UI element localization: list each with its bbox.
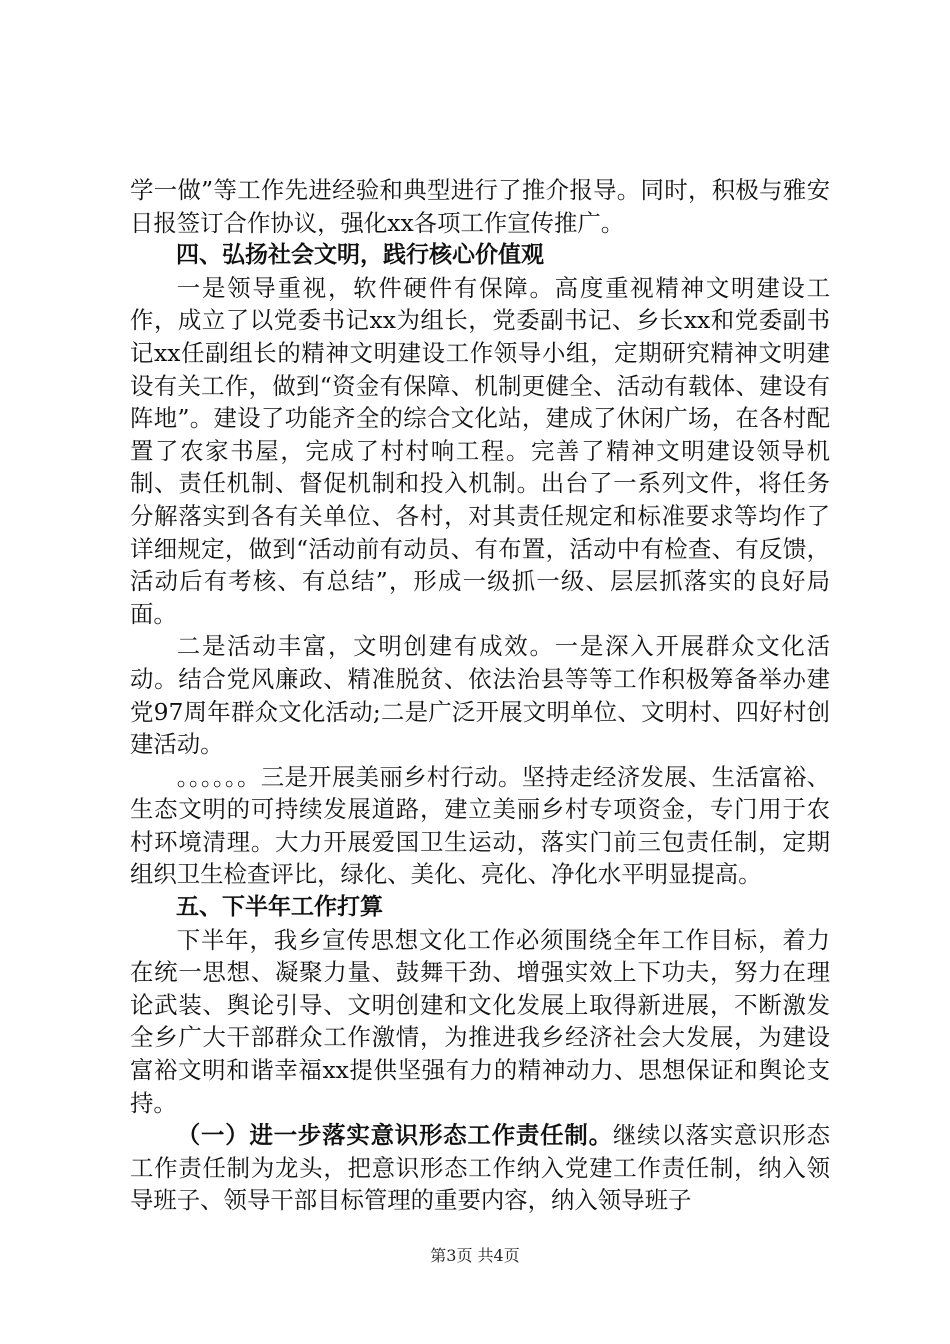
section-heading-5: 五、下半年工作打算 [176, 894, 383, 921]
paragraph-beautiful-village: 。。。。。。三是开展美丽乡村行动。坚持走经济发展、生活富裕、生态文明的可持续发展道路，建立美丽乡村专项资金，专门用于农村环境清理。大力开展爱国卫生运动，落实门前三包责任制，定期组织卫生检查评比，绿化、美化、亮化、净化水平明显提高。 [130, 762, 830, 889]
paragraph-continuation: 学一做”等工作先进经验和典型进行了推介报导。同时，积极与雅安日报签订合作协议，强化xx各项工作宣传推广。 [130, 176, 830, 237]
paragraph-responsibility-system [130, 1119, 830, 1217]
page-number: 第3页 共4页 [430, 1246, 520, 1265]
page-footer [0, 1243, 950, 1266]
subsection-heading-1: （一）进一步落实意识形态工作责任制。 [176, 1121, 613, 1150]
paragraph-leadership: 一是领导重视，软件硬件有保障。高度重视精神文明建设工作，成立了以党委书记xx为组长，党委副书记、乡长xx和党委副书记xx任副组长的精神文明建设工作领导小组，定期研究精神文明建设有关工作，做到“资金有保障、机制更健全、活动有载体、建设有阵地”。建设了功能齐全的综合文化站，建成了休闲广场，在各村配置了农家书屋，完成了村村响工程。完善了精神文明建设领导机制、责任机制、督促机制和投入机制。出台了一系列文件，将任务分解落实到各有关单位、各村，对其责任规定和标准要求等均作了详细规定，做到“活动前有动员、有布置，活动中有检查、有反馈，活动后有考核、有总结”，形成一级抓一级、层层抓落实的良好局面。 [130, 273, 830, 628]
document-body [130, 174, 830, 1217]
section-heading-4: 四、弘扬社会文明，践行核心价值观 [176, 242, 544, 269]
paragraph-activities: 二是活动丰富，文明创建有成效。一是深入开展群众文化活动。结合党风廉政、精准脱贫、依法治县等等工作积极筹备举办建党97周年群众文化活动;二是广泛开展文明单位、文明村、四好村创建活动。 [130, 632, 830, 759]
subsection-body-1: 继续以落实意识形态工作责任制为龙头，把意识形态工作纳入党建工作责任制，纳入领导班子、领导干部目标管理的重要内容，纳入领导班子 [130, 1121, 831, 1215]
paragraph-second-half-plan: 下半年，我乡宣传思想文化工作必须围绕全年工作目标，着力在统一思想、凝聚力量、鼓舞干劲、增强实效上下功夫，努力在理论武装、舆论引导、文明创建和文化发展上取得新进展，不断激发全乡广大干部群众工作激情，为推进我乡经济社会大发展，为建设富裕文明和谐幸福xx提供坚强有力的精神动力、思想保证和舆论支持。 [130, 925, 830, 1117]
